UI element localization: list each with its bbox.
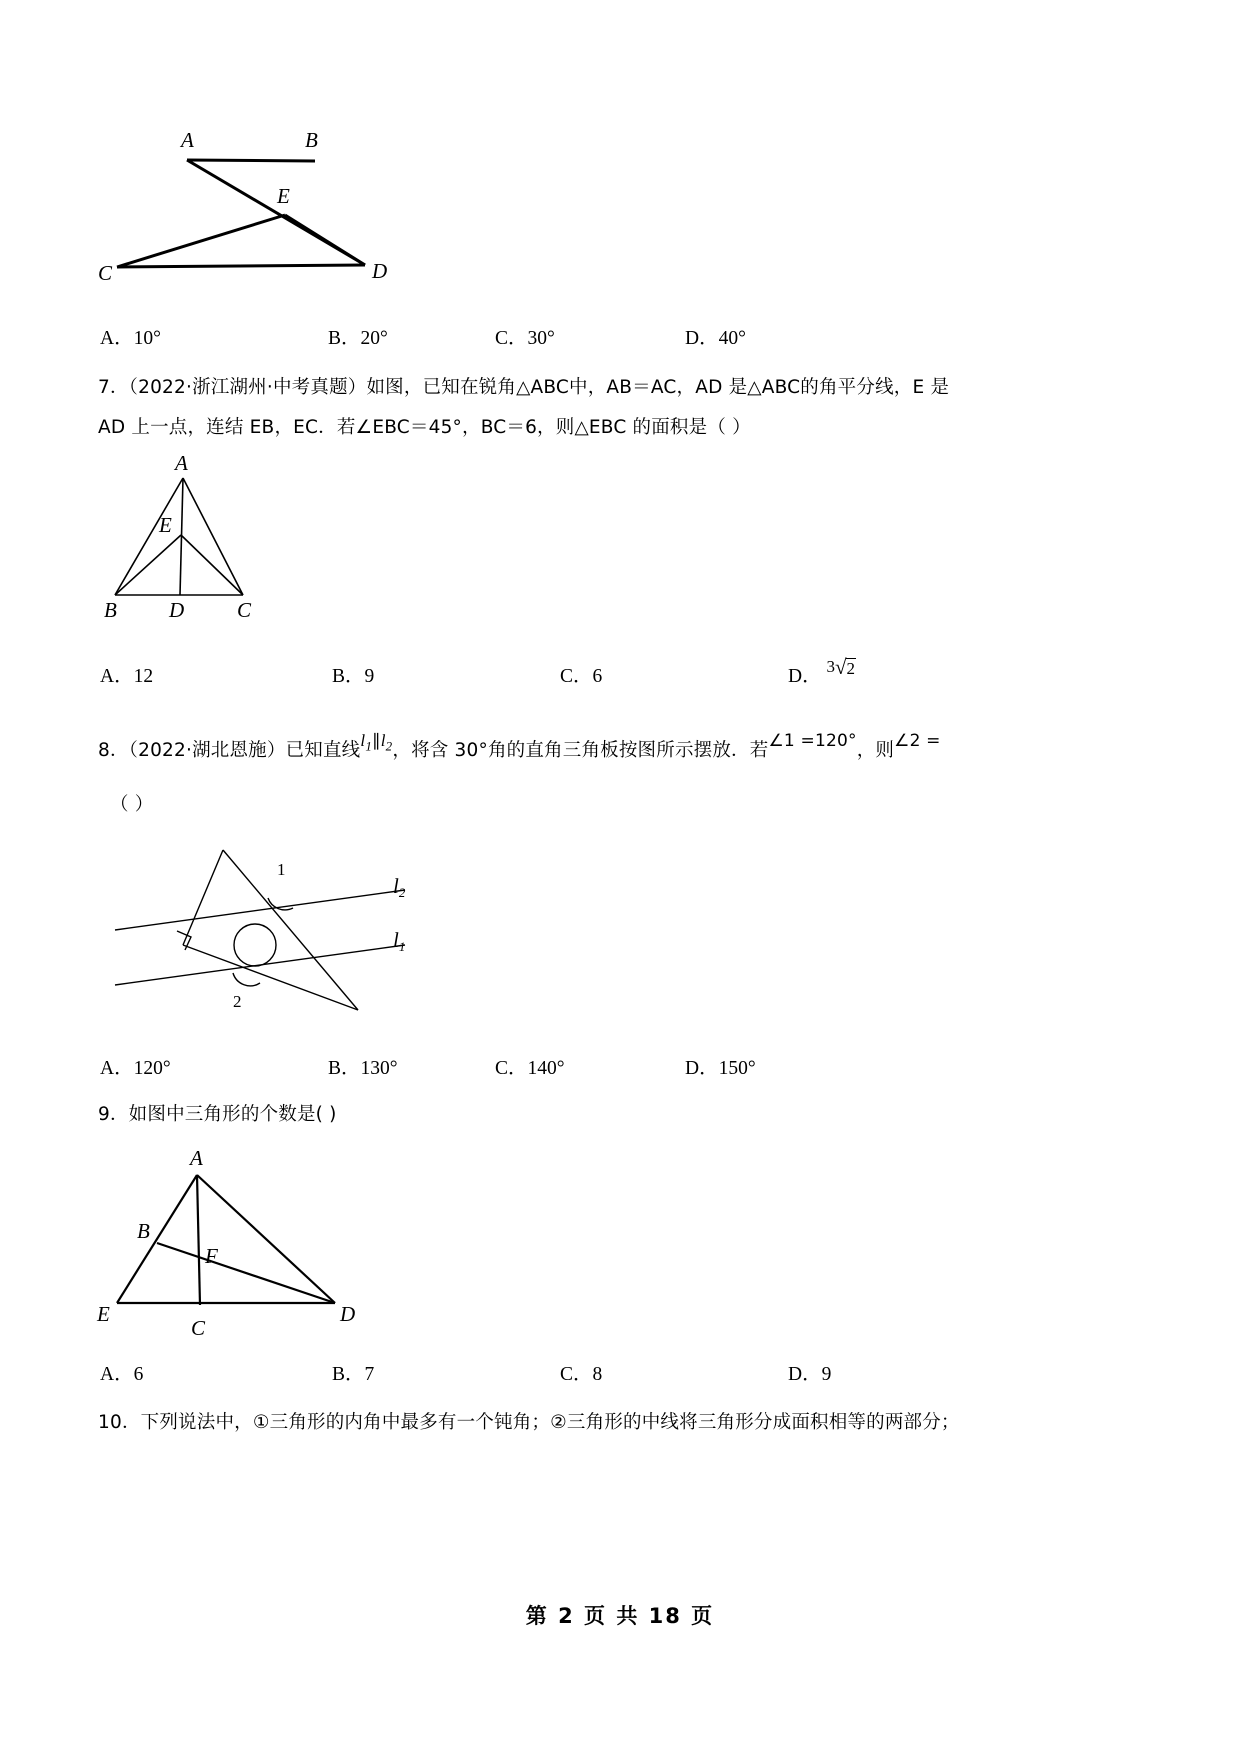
q8-options-row	[100, 1052, 1150, 1082]
q7-line2-text: AD 上一点，连结 EB，EC．若∠EBC＝45°，BC＝6，则△EBC 的面积是（ ）	[98, 417, 751, 438]
q8-option-b[interactable]: B．130°	[328, 1058, 398, 1079]
q7-label-C: C	[237, 598, 252, 622]
q8-line1-then: ，则	[856, 740, 895, 761]
q6-label-B: B	[305, 128, 318, 152]
q9-label-E: E	[97, 1302, 110, 1326]
q7-option-b[interactable]: B．9	[332, 666, 375, 687]
segment-EB	[115, 535, 181, 595]
q8-figure	[105, 835, 435, 1025]
ruler-hole-circle	[234, 924, 276, 966]
q7-figure-svg	[95, 450, 345, 625]
q7-label-A: A	[175, 451, 188, 475]
segment-AB	[187, 160, 315, 161]
q8-l1-sub: 1	[365, 738, 373, 754]
q7-label-E: E	[159, 513, 172, 537]
q8-line1-mid: ，将含 30°角的直角三角板按图所示摆放．若	[392, 740, 769, 761]
q7-options-row	[100, 655, 1150, 690]
q6-figure-svg	[95, 115, 435, 300]
q7-line1-text: 7．（2022·浙江湖州·中考真题）如图，已知在锐角△ABC中，AB＝AC，AD 是△ABC的角平分线，E 是	[98, 377, 950, 398]
q7-option-d-radicand: 2	[846, 659, 855, 678]
segment-EC	[181, 535, 243, 595]
ruler-edge-left	[183, 850, 223, 945]
segment-CD	[117, 265, 365, 267]
q8-option-c[interactable]: C．140°	[495, 1058, 565, 1079]
q6-label-A: A	[181, 128, 194, 152]
q7-line1	[98, 373, 949, 403]
q10-line1-text: 10．下列说法中，①三角形的内角中最多有一个钝角；②三角形的中线将三角形分成面积相等的两部分；	[98, 1412, 960, 1433]
q8-angle1: ∠1 =120°	[768, 731, 857, 751]
q8-figure-svg	[105, 835, 435, 1025]
q7-option-c[interactable]: C．6	[560, 666, 603, 687]
q8-line1-prefix: 8．（2022·湖北恩施）已知直线	[98, 740, 361, 761]
q9-label-A: A	[190, 1146, 203, 1170]
segment-AD	[197, 1175, 335, 1303]
q8-line2	[110, 790, 153, 820]
q9-figure	[95, 1145, 395, 1345]
q9-label-D: D	[340, 1302, 356, 1326]
q7-figure	[95, 450, 345, 625]
q6-option-b[interactable]: B．20°	[328, 328, 388, 349]
q9-options-row	[100, 1358, 1150, 1388]
q6-option-a[interactable]: A．10°	[100, 328, 161, 349]
q7-option-d[interactable]	[788, 655, 856, 690]
q8-l2-sub: 2	[385, 738, 393, 754]
ruler-edge-right	[223, 850, 358, 1010]
q8-l1-symbol	[360, 731, 373, 754]
angle-2-arc	[233, 973, 260, 986]
q8-option-a[interactable]: A．120°	[100, 1058, 171, 1079]
q7-label-B: B	[104, 598, 117, 622]
q9-line1	[98, 1100, 337, 1130]
q6-figure	[95, 115, 435, 300]
q8-line-label-l2: l2	[393, 874, 406, 900]
q6-option-c[interactable]: C．30°	[495, 328, 555, 349]
q7-option-d-coefficient: 3	[826, 657, 835, 676]
q6-label-C: C	[98, 261, 113, 285]
segment-CE	[117, 215, 285, 267]
q8-line2-text: （ ）	[110, 794, 154, 815]
q6-label-D: D	[372, 259, 388, 283]
q9-label-F: F	[205, 1244, 218, 1268]
q8-option-d[interactable]: D．150°	[685, 1058, 756, 1079]
q9-label-B: B	[137, 1219, 150, 1243]
q9-option-a[interactable]: A．6	[100, 1364, 144, 1385]
q8-l2-symbol	[380, 731, 393, 754]
q8-line1	[98, 731, 941, 771]
q10-line1	[98, 1408, 960, 1438]
segment-ED	[285, 215, 365, 265]
q6-options-row	[100, 322, 1150, 352]
q9-option-c[interactable]: C．8	[560, 1364, 603, 1385]
q6-label-E: E	[277, 184, 290, 208]
q9-line1-text: 9．如图中三角形的个数是( )	[98, 1104, 337, 1125]
segment-BD	[157, 1243, 335, 1303]
q8-l1-letter: l	[360, 731, 366, 750]
q8-angle-label-2: 2	[233, 992, 242, 1011]
q9-figure-svg	[95, 1145, 395, 1345]
q7-option-d-math	[826, 655, 856, 679]
q7-label-D: D	[169, 598, 185, 622]
segment-AB	[115, 478, 183, 595]
q8-parallel-icon: ∥	[372, 731, 381, 751]
page-footer: 第 2 页 共 18 页	[525, 1604, 715, 1628]
q8-angle-label-1: 1	[277, 860, 286, 879]
q8-line-label-l1: l1	[393, 928, 406, 954]
q6-option-d[interactable]: D．40°	[685, 328, 746, 349]
segment-AE	[117, 1175, 197, 1303]
q9-option-b[interactable]: B．7	[332, 1364, 375, 1385]
segment-AC	[197, 1175, 200, 1305]
q7-option-d-label: D．	[788, 666, 822, 687]
q8-angle2: ∠2 =	[894, 731, 941, 751]
sqrt-icon: √2	[834, 655, 855, 679]
q7-option-a[interactable]: A．12	[100, 666, 154, 687]
q9-label-C: C	[191, 1316, 206, 1340]
segment-AC	[183, 478, 243, 595]
q9-option-d[interactable]: D．9	[788, 1364, 832, 1385]
q7-line2	[98, 413, 751, 443]
q8-l2-letter: l	[380, 731, 386, 750]
